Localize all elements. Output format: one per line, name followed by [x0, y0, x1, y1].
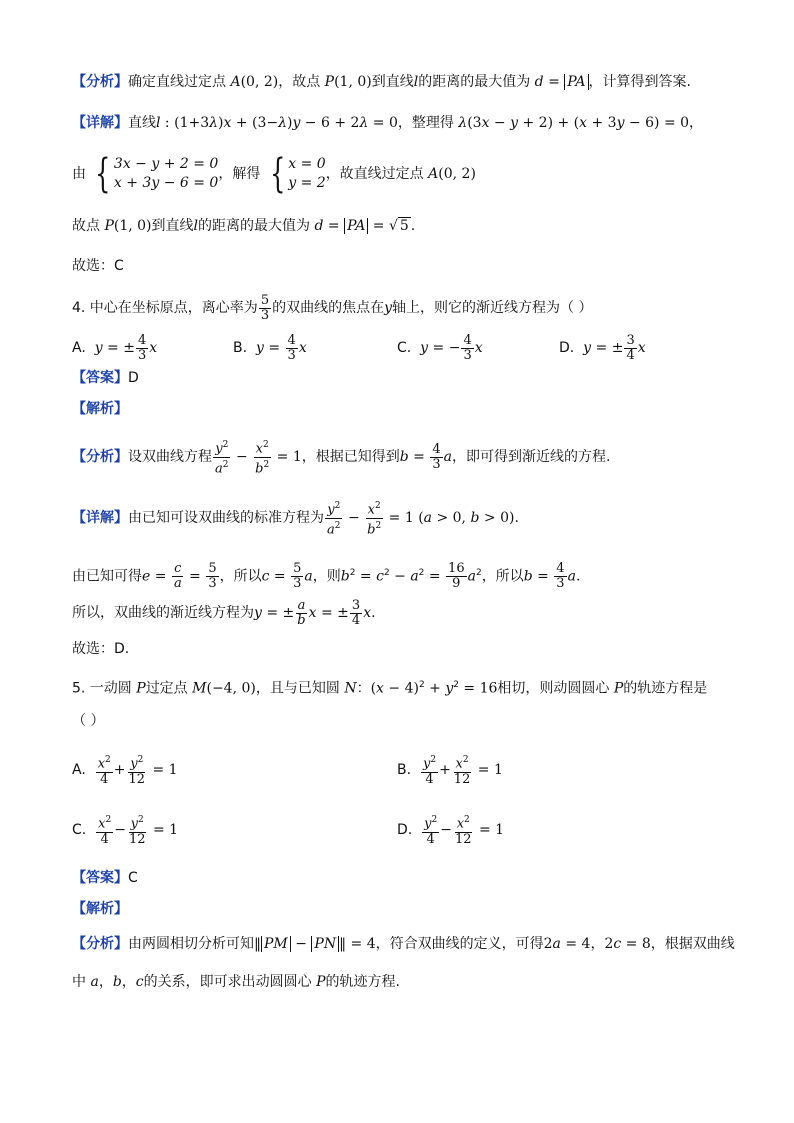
q4-option-c[interactable]: C. y = − $\frac{4}{3}$ x [397, 332, 483, 363]
analysis-tag: 【分析】 [72, 74, 128, 90]
q5-option-c[interactable]: C. $\frac{x^2}{4}$ − $\frac{y^2}{12}$ = 1 [72, 815, 179, 847]
q4-detail-1: 【详解】由已知可设双曲线的标准方程为 $\frac{y^2}{a^2}$ − $\frac{x^2}{b^2}$ = 1 (a > 0, b > 0). [72, 501, 519, 537]
q4-detail-3: 所以，双曲线的渐近线方程为y = ± $\frac{a}{b}$ x = ± $\frac{3}{4}$ x. [72, 597, 376, 628]
q5-answer: 【答案】C [72, 870, 138, 886]
q3-detail-line: 【详解】直线l : (1+3λ)x + (3−λ)y − 6 + 2λ = 0，整理得 λ(3x − y + 2) + (x + 3y − 6) = 0， [72, 115, 704, 131]
q4-choice: 故选：D. [72, 641, 130, 657]
q5-explain-tag: 【解析】 [72, 901, 128, 917]
q3-analysis-line: 【分析】确定直线过定点 A(0, 2)，故点 P(1, 0)到直线l的距离的最大值为 d = PA ，计算得到答案. [72, 74, 691, 90]
q3-choice: 故选：C [72, 258, 124, 274]
equation-system: { 3x − y + 2 = 0 x + 3y − 6 = 0 [95, 151, 219, 197]
q5-paren: （ ） [72, 713, 105, 729]
q5-stem: 5. 一动圆 P过定点 M(−4, 0)，且与已知圆 N：$(x - 4)^2 + y^2 = 16$相切，则动圆圆心 P的轨迹方程是 [72, 680, 708, 697]
q4-analysis: 【分析】设双曲线方程 $\frac{y^2}{a^2}$ − $\frac{x^2}{b^2}$ = 1，根据已知得到b = $\frac{4}{3}$ a，即可得到渐近线的方程. [72, 440, 611, 476]
q5-option-d[interactable]: D. $\frac{y^2}{4}$ − $\frac{x^2}{12}$ = 1 [397, 815, 505, 847]
q4-option-a[interactable]: A. y = ± $\frac{4}{3}$ x [72, 332, 158, 363]
q5-option-b[interactable]: B. $\frac{y^2}{4}$ + $\frac{x^2}{12}$ = 1 [397, 755, 503, 787]
q4-option-d[interactable]: D. y = ± $\frac{3}{4}$ x [559, 332, 646, 363]
q3-final-line: 故点 P(1, 0)到直线l的距离的最大值为 d = PA = √ 5 . [72, 218, 416, 234]
detail-tag: 【详解】 [72, 115, 128, 131]
q4-explain-tag: 【解析】 [72, 401, 128, 417]
q4-answer: 【答案】D [72, 370, 139, 386]
q4-stem: 4. 中心在坐标原点，离心率为 $\frac{5}{3}$ 的双曲线的焦点在y轴上，则它的渐近线方程为（ ） [72, 292, 593, 323]
q5-analysis: 【分析】由两圆相切分析可知‖ PM − PN ‖ = 4，符合双曲线的定义，可得2a = 4，2c = 8，根据双曲线 [72, 936, 735, 952]
q3-system-line: 由 { 3x − y + 2 = 0 x + 3y − 6 = 0 ，解得 { x = 0 y = 2 ，故直线过定点 A(0, 2) [72, 151, 476, 197]
q4-option-b[interactable]: B. y = $\frac{4}{3}$ x [233, 332, 307, 363]
solution-system: { x = 0 y = 2 [269, 151, 326, 197]
q5-analysis-2: 中 a，b，c的关系，即可求出动圆圆心 P的轨迹方程. [72, 974, 400, 990]
q5-option-a[interactable]: A. $\frac{x^2}{4}$ + $\frac{y^2}{12}$ = 1 [72, 755, 178, 787]
q4-detail-2: 由已知可得e = $\frac{c}{a}$ = $\frac{5}{3}$ ，所以c = $\frac{5}{3}$ a，则$b^2 = c^2 - a^2$ = $\frac{16}{9}$ $a^2$，所以b = $\frac{4}{3}$ a. [72, 561, 581, 592]
